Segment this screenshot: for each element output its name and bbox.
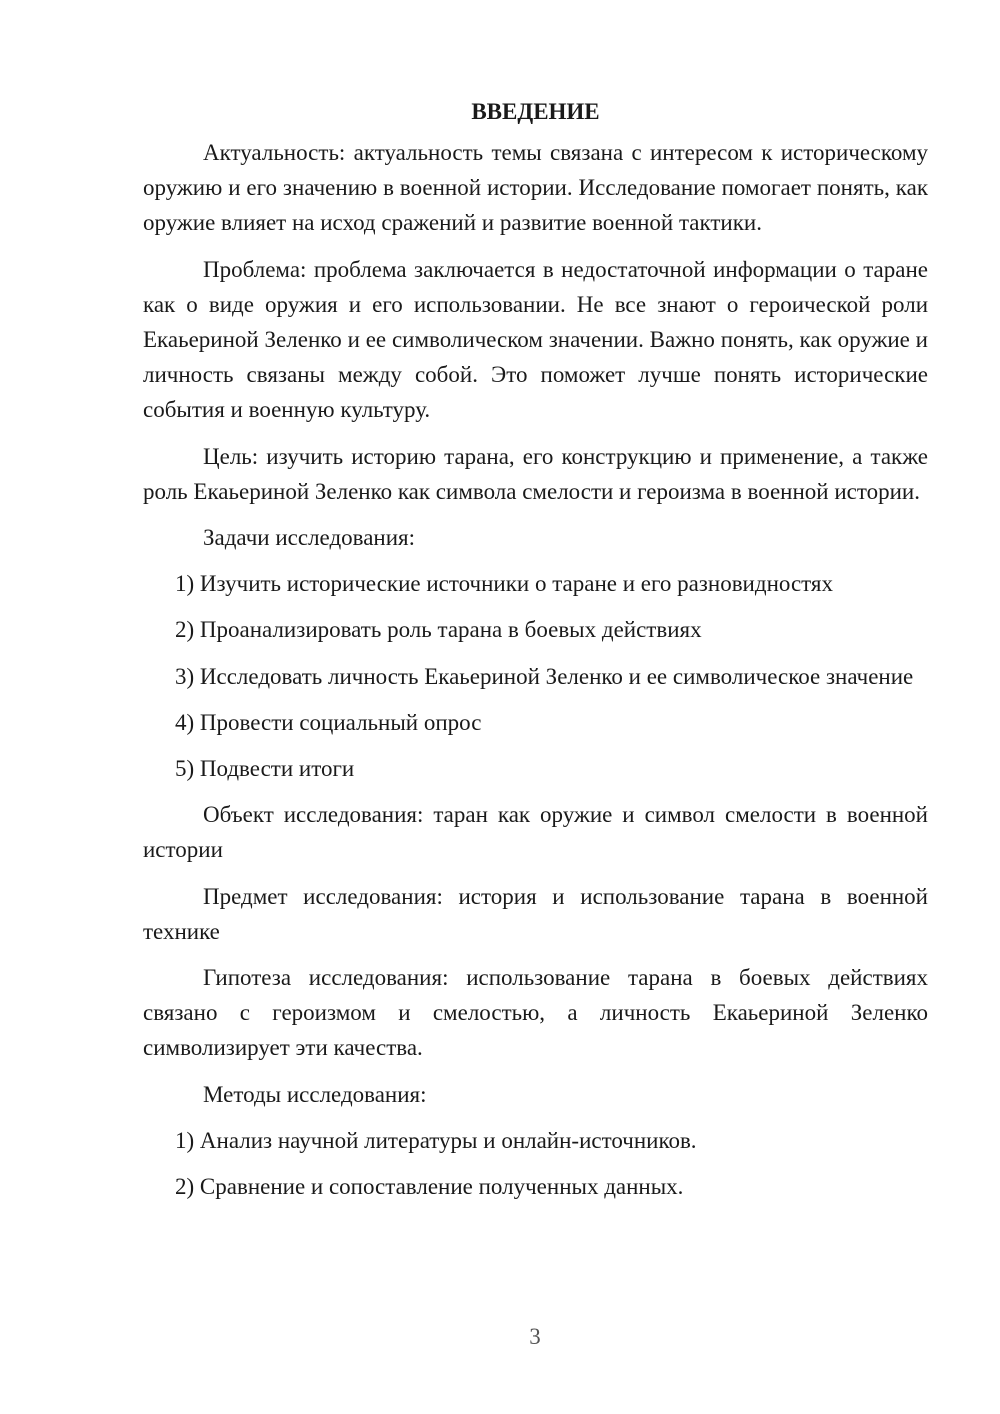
relevance-paragraph: Актуальность: актуальность темы связана с интересом к историческому оружию и его значению в военной истории. Исследование помогает понять, как оружие влияет на исход сражений и развитие военной тактики. [143, 140, 928, 236]
problem-paragraph: Проблема: проблема заключается в недостаточной информации о таране как о виде оружия и его использовании. Не все знают о героической роли Екаьериной Зеленко и ее символическом значении. Важно понять, как оружие и личность связаны между собой. Это поможет лучше понять исторические события и военную культуру. [143, 256, 928, 423]
methods-list [143, 1123, 928, 1204]
tasks-label: Задачи исследования: [203, 525, 416, 551]
methods-label: Методы исследования: [203, 1081, 427, 1107]
hypothesis-paragraph: Гипотеза исследования: использование тарана в боевых действиях связано с героизмом и смелостью, а личность Екаьериной Зеленко символизирует эти качества. [143, 965, 928, 1061]
list-item: 1) Анализ научной литературы и онлайн-источников. [175, 1127, 697, 1153]
section-heading: ВВЕДЕНИЕ [471, 99, 600, 124]
list-item: 2) Сравнение и сопоставление полученных данных. [175, 1174, 684, 1200]
tasks-list [143, 566, 928, 786]
object-paragraph: Объект исследования: таран как оружие и символ смелости в военной истории [143, 802, 928, 863]
list-item: 3) Исследовать личность Екаьериной Зеленко и ее символическое значение [175, 663, 914, 689]
list-item: 4) Провести социальный опрос [175, 709, 482, 735]
goal-paragraph: Цель: изучить историю тарана, его конструкцию и применение, а также роль Екаьериной Зеленко как символа смелости и героизма в военной истории. [143, 443, 928, 504]
list-item: 2) Проанализировать роль тарана в боевых действиях [175, 617, 702, 643]
page-content [143, 94, 928, 1215]
subject-paragraph: Предмет исследования: история и использование тарана в военной технике [143, 883, 928, 944]
page-number: 3 [529, 1324, 541, 1349]
list-item: 5) Подвести итоги [175, 756, 355, 782]
list-item: 1) Изучить исторические источники о таране и его разновидностях [175, 571, 833, 597]
